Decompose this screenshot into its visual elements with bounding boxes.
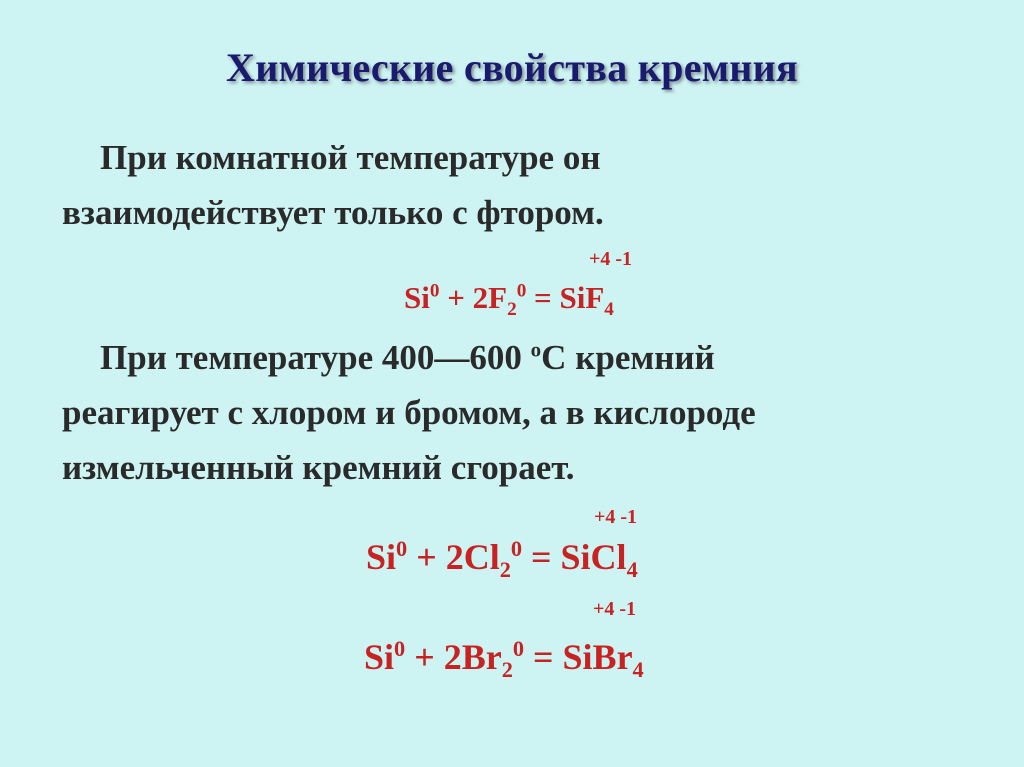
paragraph-text: С кремний <box>541 338 715 377</box>
eq-superscript: 0 <box>396 536 408 561</box>
equation-si-chlorine <box>366 536 638 583</box>
paragraph-fluorine <box>62 130 962 240</box>
eq-superscript: 0 <box>516 280 527 302</box>
equation-si-bromine <box>364 636 644 683</box>
eq-subscript: 2 <box>507 299 517 321</box>
paragraph-text: При температуре 400—600 <box>100 338 531 377</box>
equation-si-fluorine <box>404 280 614 321</box>
eq-term: Si <box>364 637 395 677</box>
paragraph-line: реагирует с хлором и бромом, а в кислороде <box>62 393 756 432</box>
paragraph-line <box>62 130 962 185</box>
paragraph-text: При комнатной температуре он <box>100 138 601 177</box>
oxidation-states: +4 -1 <box>594 506 638 528</box>
eq-term: + 2Br <box>405 637 502 677</box>
slide-title: Химические свойства кремния <box>226 45 798 90</box>
eq-term: = SiF <box>526 280 605 315</box>
eq-superscript: 0 <box>429 280 440 302</box>
paragraph-line: измельченный кремний сгорает. <box>62 448 575 487</box>
eq-superscript: 0 <box>510 536 523 561</box>
paragraph-line: взаимодействует только с фтором. <box>62 193 604 232</box>
eq-subscript: 4 <box>632 657 644 683</box>
eq-subscript: 4 <box>604 299 614 321</box>
eq-superscript: 0 <box>394 636 406 661</box>
eq-term: = SiBr <box>524 637 633 677</box>
oxidation-states: +4 -1 <box>589 248 633 270</box>
oxidation-states: +4 -1 <box>593 598 637 620</box>
eq-term: Si <box>404 280 430 315</box>
eq-superscript: 0 <box>512 636 525 661</box>
eq-term: Si <box>366 537 397 577</box>
degree-sign: o <box>530 337 542 362</box>
paragraph-chlorine-bromine <box>62 330 962 495</box>
eq-subscript: 2 <box>501 657 513 683</box>
eq-term: = SiCl <box>522 537 627 577</box>
eq-subscript: 4 <box>626 557 638 583</box>
eq-subscript: 2 <box>499 557 511 583</box>
paragraph-line <box>62 330 962 385</box>
eq-term: + 2Cl <box>407 537 500 577</box>
eq-term: + 2F <box>439 280 508 315</box>
